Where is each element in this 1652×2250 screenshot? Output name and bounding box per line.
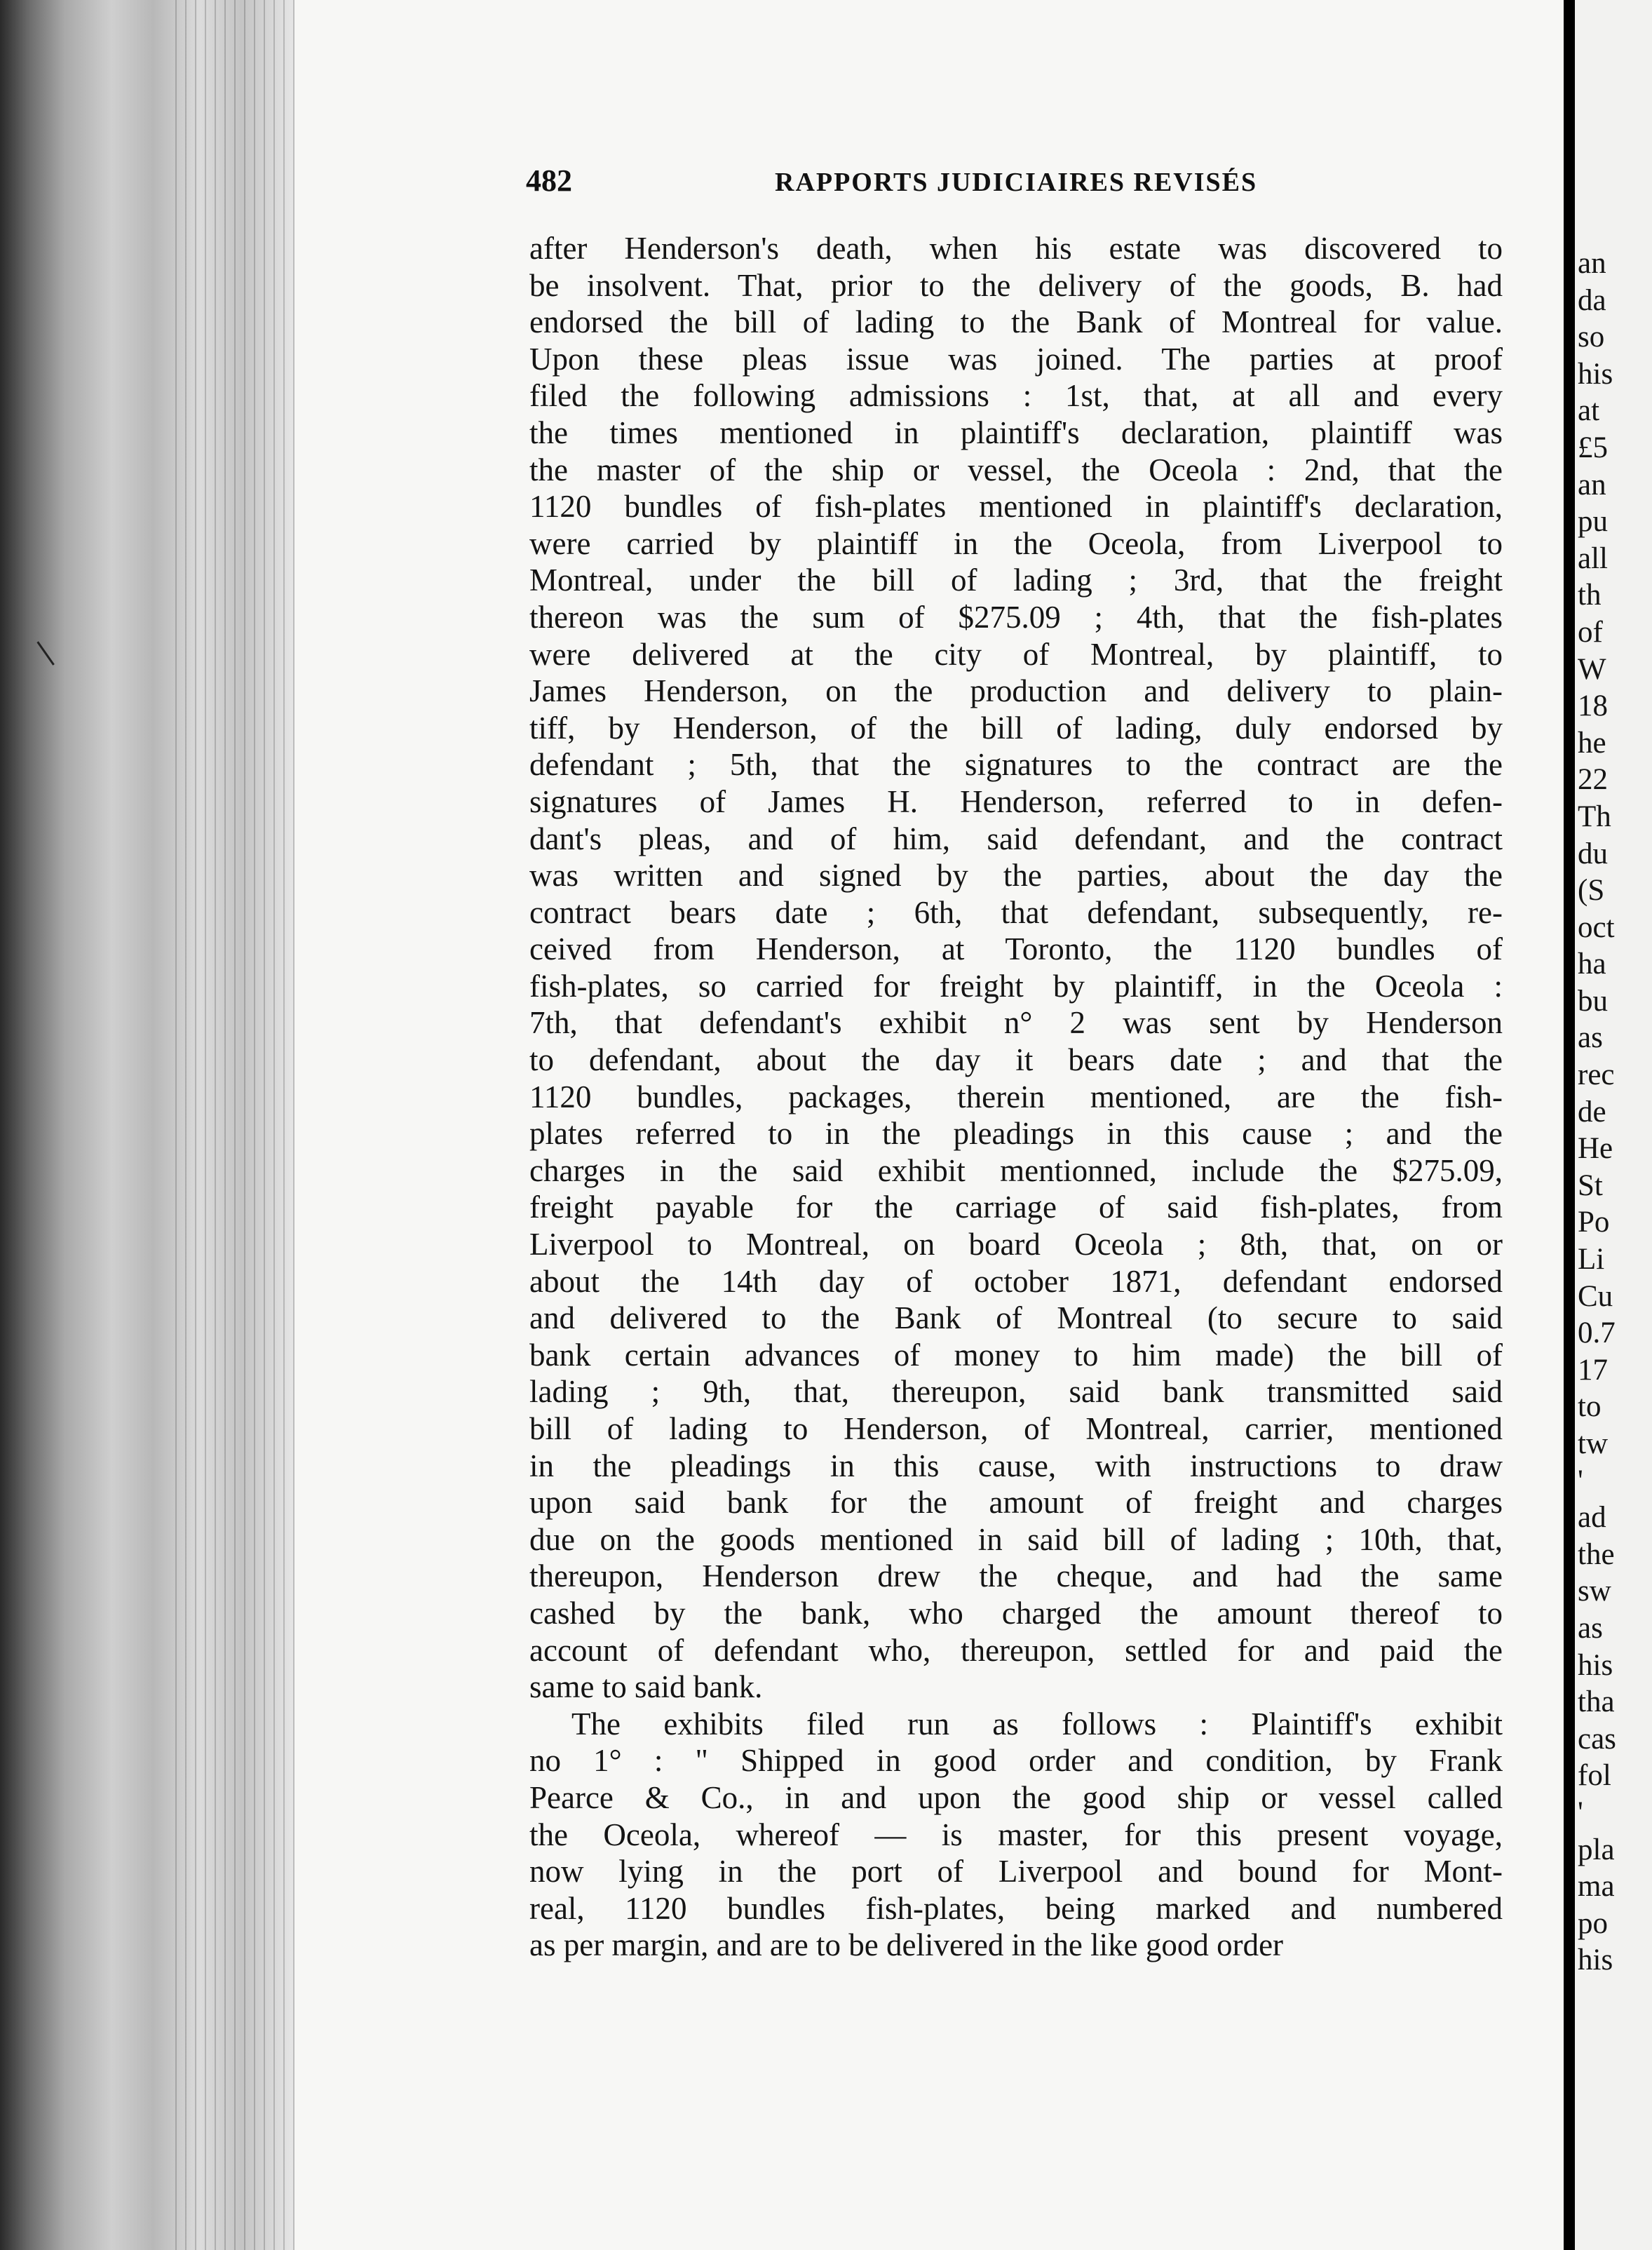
text-line: freight payable for the carriage of said fish-plates, from: [529, 1190, 1503, 1225]
running-title: RAPPORTS JUDICIAIRES REVISÉS: [775, 168, 1258, 197]
page-header: [526, 163, 1508, 205]
text-line: same to said bank.: [529, 1669, 763, 1705]
text-line: ceived from Henderson, at Toronto, the 1120 bundles of: [529, 931, 1503, 967]
text-line: endorsed the bill of lading to the Bank of Montreal for value.: [529, 304, 1503, 340]
facing-text-line: ma: [1578, 1870, 1615, 1904]
facing-text-line: an: [1578, 247, 1606, 280]
text-line: thereon was the sum of $275.09 ; 4th, that the fish-plates: [529, 599, 1503, 635]
facing-text-line: rec: [1578, 1058, 1615, 1092]
text-line: to defendant, about the day it bears date ; and that the: [529, 1042, 1503, 1078]
text-line: about the 14th day of october 1871, defendant endorsed: [529, 1263, 1503, 1299]
facing-text-line: an: [1578, 468, 1606, 501]
facing-text-line: da: [1578, 283, 1606, 317]
text-line: 7th, that defendant's exhibit n° 2 was sent by Henderson: [529, 1005, 1503, 1041]
text-line: signatures of James H. Henderson, referred to in defen-: [529, 783, 1503, 819]
text-line: dant's pleas, and of him, said defendant, and the contract: [529, 821, 1503, 856]
text-line: upon said bank for the amount of freight and charges: [529, 1485, 1503, 1521]
facing-text-line: 18: [1578, 689, 1608, 723]
facing-text-line: de: [1578, 1095, 1606, 1129]
text-line: in the pleadings in this cause, with instructions to draw: [529, 1448, 1503, 1483]
facing-text-line: sw: [1578, 1575, 1611, 1608]
facing-text-line: 22: [1578, 763, 1608, 797]
facing-text-line: to: [1578, 1390, 1602, 1424]
text-line: were delivered at the city of Montreal, by plaintiff, to: [529, 636, 1503, 672]
text-line: and delivered to the Bank of Montreal (to secure to said: [529, 1300, 1503, 1336]
facing-text-line: Th: [1578, 800, 1611, 833]
facing-text-line: his: [1578, 357, 1613, 391]
facing-text-line: so: [1578, 321, 1605, 354]
facing-text-line: 0.7: [1578, 1316, 1616, 1350]
page-number: 482: [526, 163, 572, 198]
facing-text-line: pla: [1578, 1833, 1615, 1866]
text-line: the Oceola, whereof — is master, for this present voyage,: [529, 1817, 1503, 1852]
facing-text-line: oct: [1578, 910, 1615, 944]
text-line: after Henderson's death, when his estate was discovered to: [529, 231, 1503, 266]
text-line: The exhibits filed run as follows : Plaintiff's exhibit: [571, 1706, 1503, 1742]
text-line: contract bears date ; 6th, that defendant, subsequently, re-: [529, 894, 1503, 930]
page-stack-lines: [175, 0, 302, 2250]
text-line: 1120 bundles of fish-plates mentioned in plaintiff's declaration,: [529, 489, 1503, 525]
text-line: the times mentioned in plaintiff's declaration, plaintiff was: [529, 415, 1503, 450]
text-line: was written and signed by the parties, about the day the: [529, 858, 1503, 894]
text-line: fish-plates, so carried for freight by plaintiff, in the Oceola :: [529, 968, 1503, 1004]
facing-text-line: (S: [1578, 874, 1605, 908]
text-line: charges in the said exhibit mentionned, include the $275.09,: [529, 1152, 1503, 1188]
facing-text-line: as: [1578, 1021, 1603, 1055]
facing-text-line: as: [1578, 1611, 1603, 1645]
text-line: Upon these pleas issue was joined. The parties at proof: [529, 341, 1503, 377]
facing-text-line: his: [1578, 1648, 1613, 1682]
facing-text-line: St: [1578, 1168, 1603, 1202]
facing-text-line: all: [1578, 541, 1608, 575]
text-line: Pearce & Co., in and upon the good ship or vessel called: [529, 1779, 1503, 1815]
text-line: account of defendant who, thereupon, settled for and paid the: [529, 1632, 1503, 1668]
facing-text-line: fol: [1578, 1759, 1611, 1793]
text-line: thereupon, Henderson drew the cheque, and had the same: [529, 1558, 1503, 1594]
facing-text-line: bu: [1578, 984, 1608, 1018]
facing-text-line: tha: [1578, 1685, 1615, 1719]
text-line: filed the following admissions : 1st, that, at all and every: [529, 378, 1503, 414]
text-line: due on the goods mentioned in said bill of lading ; 10th, that,: [529, 1521, 1503, 1557]
facing-text-line: 17: [1578, 1353, 1608, 1387]
text-line: tiff, by Henderson, of the bill of lading, duly endorsed by: [529, 710, 1503, 746]
facing-text-line: tw: [1578, 1427, 1608, 1460]
text-line: bill of lading to Henderson, of Montreal, carrier, mentioned: [529, 1411, 1503, 1446]
text-line: cashed by the bank, who charged the amount thereof to: [529, 1595, 1503, 1631]
facing-text-line: Li: [1578, 1243, 1605, 1276]
text-line: be insolvent. That, prior to the delivery of the goods, B. had: [529, 267, 1503, 303]
text-line: defendant ; 5th, that the signatures to the contract are the: [529, 747, 1503, 783]
facing-text-line: he: [1578, 726, 1606, 760]
facing-text-line: ha: [1578, 948, 1606, 981]
facing-text-line: of: [1578, 615, 1603, 649]
text-line: Montreal, under the bill of lading ; 3rd, that the freight: [529, 562, 1503, 598]
book-gutter: [1564, 0, 1575, 2250]
facing-text-line: pu: [1578, 505, 1608, 539]
facing-text-line: his: [1578, 1944, 1613, 1977]
text-line: James Henderson, on the production and delivery to plain-: [529, 673, 1503, 709]
facing-text-line: W: [1578, 652, 1606, 686]
text-line: lading ; 9th, that, thereupon, said bank transmitted said: [529, 1374, 1503, 1410]
text-line: bank certain advances of money to him made) the bill of: [529, 1337, 1503, 1373]
facing-text-line: Po: [1578, 1206, 1610, 1239]
facing-text-line: po: [1578, 1906, 1608, 1940]
facing-text-line: ': [1578, 1464, 1583, 1497]
facing-text-line: ': [1578, 1796, 1583, 1829]
facing-text-line: He: [1578, 1132, 1613, 1166]
facing-text-line: Cu: [1578, 1279, 1613, 1313]
body-text: [529, 230, 1503, 1964]
text-line: plates referred to in the pleadings in this cause ; and the: [529, 1116, 1503, 1152]
facing-text-line: the: [1578, 1537, 1615, 1571]
facing-text-line: at: [1578, 394, 1600, 428]
text-line: were carried by plaintiff in the Oceola, from Liverpool to: [529, 525, 1503, 561]
facing-page-text: [1578, 245, 1652, 1979]
facing-text-line: cas: [1578, 1722, 1616, 1756]
text-line: no 1° : " Shipped in good order and condition, by Frank: [529, 1743, 1503, 1779]
text-line: real, 1120 bundles fish-plates, being marked and numbered: [529, 1890, 1503, 1926]
text-line: Liverpool to Montreal, on board Oceola ; 8th, that, on or: [529, 1227, 1503, 1262]
facing-text-line: du: [1578, 837, 1608, 870]
text-line: now lying in the port of Liverpool and bound for Mont-: [529, 1854, 1503, 1889]
text-line: 1120 bundles, packages, therein mentioned, are the fish-: [529, 1079, 1503, 1114]
facing-text-line: ad: [1578, 1501, 1606, 1535]
facing-text-line: £5: [1578, 431, 1608, 464]
text-line: as per margin, and are to be delivered in the like good order: [529, 1927, 1284, 1963]
facing-text-line: th: [1578, 579, 1602, 612]
text-line: the master of the ship or vessel, the Oceola : 2nd, that the: [529, 452, 1503, 487]
